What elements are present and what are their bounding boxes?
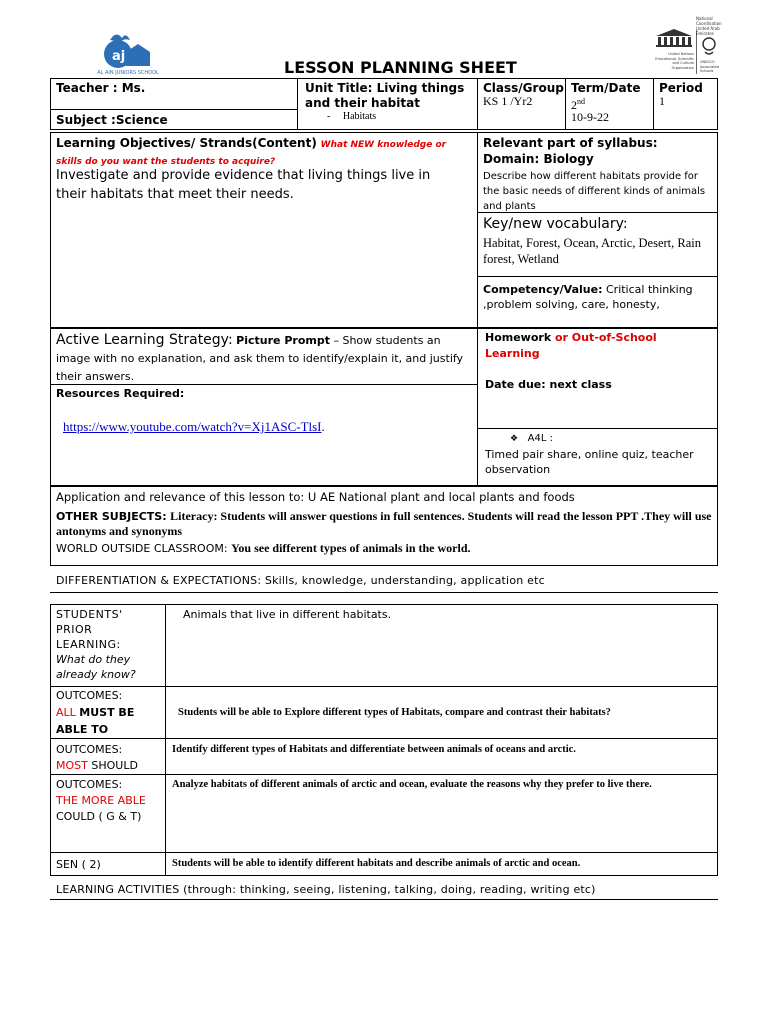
competency: Competency/Value: Critical thinking ,problem solving, care, honesty, (483, 283, 693, 311)
outcomes-more-label: OUTCOMES: THE MORE ABLE COULD ( G & T) (56, 778, 146, 823)
class-value: KS 1 /Yr2 (483, 94, 533, 108)
vocabulary-label: Key/new vocabulary: (483, 216, 628, 232)
outcomes-more-text: Analyze habitats of different animals of arctic and ocean, evaluate the reasons why they prefer to live there. (172, 779, 652, 790)
unesco-network: UNESCO Associated Schools (700, 60, 719, 73)
strategy-text: Active Learning Strategy: Picture Prompt – Show students an image with no explanation, and ask them to identify/explain it, and justify their answers. (56, 332, 464, 383)
school-logo-icon (92, 28, 164, 72)
unesco-national: National Coordination United Arab Emirates (696, 16, 722, 36)
syllabus-label: Relevant part of syllabus: (483, 136, 658, 150)
resources-link[interactable]: https://www.youtube.com/watch?v=Xj1ASC-TlsI (63, 419, 322, 434)
unit-title: Unit Title: Living things and their habitat (305, 81, 465, 110)
teacher-field: Teacher : Ms. (56, 81, 146, 95)
learning-activities-heading: LEARNING ACTIVITIES (through: thinking, seeing, listening, talking, doing, reading, writing etc) (56, 883, 596, 896)
outcomes-most-label: OUTCOMES: MOST SHOULD (56, 743, 138, 772)
school-logo (92, 28, 164, 80)
term-label: Term/Date (571, 81, 641, 95)
date-value: 10-9-22 (571, 110, 609, 124)
period-value: 1 (659, 94, 665, 108)
homework-label: Homework or Out-of-School Learning (485, 331, 657, 360)
sen-text: Students will be able to identify different habitats and describe animals of arctic and ocean. (172, 858, 581, 869)
syllabus-domain: Domain: Biology (483, 152, 594, 166)
unit-subtitle: - Habitats (327, 111, 377, 122)
other-subjects: OTHER SUBJECTS: Literacy: Students will answer questions in full sentences. Students will read the lesson PPT .They will use antonyms and synonyms (56, 509, 712, 538)
objectives-heading: Learning Objectives/ Strands(Content) What NEW knowledge or skills do you want the students to acquire? (56, 136, 447, 167)
unesco-temple-icon (654, 28, 694, 48)
outcomes-all-text: Students will be able to Explore different types of Habitats, compare and contrast their habitats? (178, 707, 611, 718)
class-label: Class/Group (483, 81, 564, 95)
application-text: Application and relevance of this lesson to: U AE National plant and local plants and foods (56, 490, 575, 504)
prior-learning-label: STUDENTS' PRIOR LEARNING: What do they already know? (56, 608, 136, 681)
resources-label: Resources Required: (56, 387, 185, 400)
vocabulary-text: Habitat, Forest, Ocean, Arctic, Desert, Rain forest, Wetland (483, 236, 701, 266)
unesco-logo (650, 16, 722, 76)
prior-learning-text: Animals that live in different habitats. (183, 608, 392, 621)
period-label: Period (659, 81, 703, 95)
outcomes-all-label: OUTCOMES: ALL MUST BE ABLE TO (56, 689, 135, 736)
svg-text:aj: aj (112, 49, 126, 64)
differentiation-heading: DIFFERENTIATION & EXPECTATIONS: Skills, knowledge, understanding, application etc (56, 574, 545, 587)
unesco-org: United Nations Educational, Scientific and Cultural Organization (655, 52, 694, 70)
outcomes-most-text: Identify different types of Habitats and differentiate between animals of oceans and arctic. (172, 744, 576, 755)
associated-schools-icon (700, 36, 718, 58)
page-title: LESSON PLANNING SHEET (284, 58, 517, 77)
subject-field: Subject :Science (56, 113, 168, 127)
diamond-bullet-icon: ❖ (510, 434, 519, 444)
homework-due: Date due: next class (485, 378, 612, 391)
a4l-text: Timed pair share, online quiz, teacher observation (485, 448, 694, 476)
sen-label: SEN ( 2) (56, 858, 101, 871)
term-value: 2nd (571, 97, 585, 112)
school-name: AL AIN JUNIORS SCHOOL (97, 70, 159, 76)
a4l-heading: ❖ A4L : (510, 433, 553, 444)
resources-link-row: https://www.youtube.com/watch?v=Xj1ASC-TlsI. (63, 419, 325, 434)
syllabus-text: Describe how different habitats provide for the basic needs of different kinds of animals and plants (483, 171, 706, 212)
objectives-text: Investigate and provide evidence that living things live in their habitats that meet their needs. (56, 168, 431, 202)
world-outside: WORLD OUTSIDE CLASSROOM: You see different types of animals in the world. (56, 541, 471, 555)
